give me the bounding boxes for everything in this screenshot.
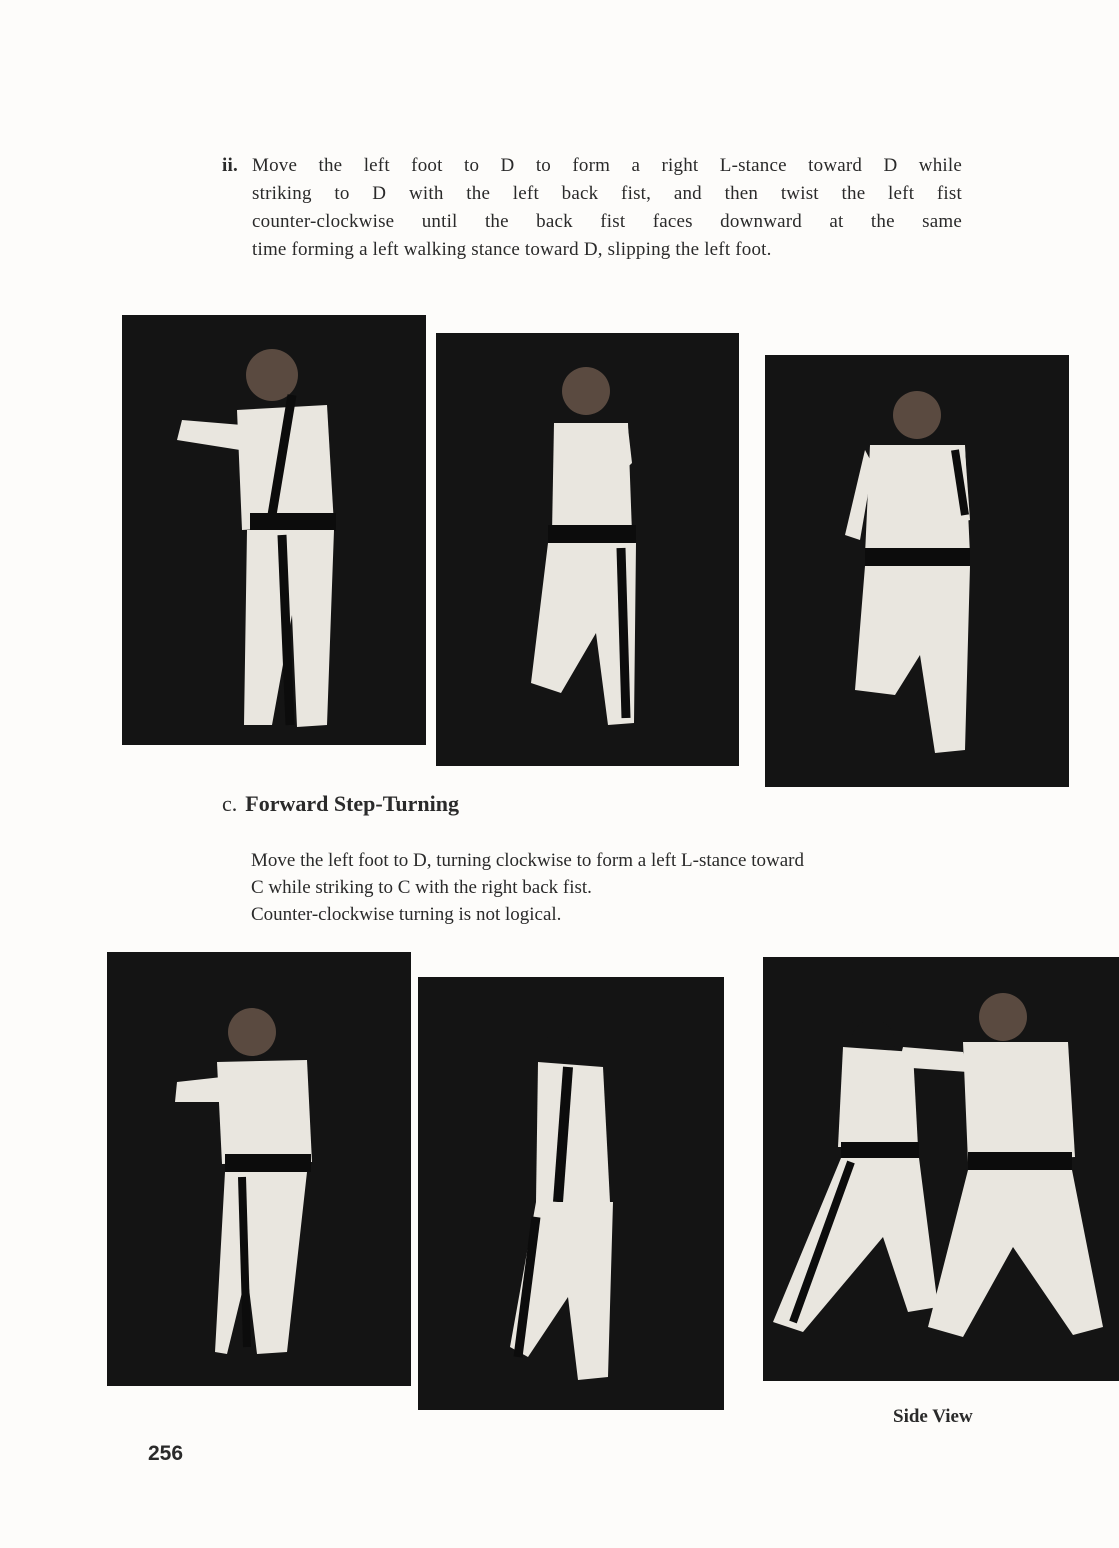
photo-step-ii-1 [122,315,426,745]
section-c-heading [222,791,459,817]
photo-step-ii-3 [765,355,1069,787]
step-ii-line: counter-clockwise until the back fist faces downward at the same [252,211,962,232]
section-c-paragraph [251,847,981,928]
section-c-line: Counter-clockwise turning is not logical. [251,904,562,925]
step-ii-marker: ii. [222,155,238,176]
photo-step-turning-1 [107,952,411,1386]
section-c-line: Move the left foot to D, turning clockwise to form a left L-stance toward [251,850,804,871]
section-c-marker: c. [222,791,238,816]
photo-step-turning-2 [418,977,724,1410]
section-c-title: Forward Step-Turning [245,791,459,816]
photo-step-turning-side-view [763,957,1119,1381]
step-ii-line: time forming a left walking stance toward D, slipping the left foot. [252,239,772,260]
section-c-line: C while striking to C with the right back fist. [251,877,592,898]
photo-caption-side-view: Side View [893,1406,973,1427]
page-number: 256 [148,1442,184,1465]
photo-step-ii-2 [436,333,739,766]
step-ii-line: striking to D with the left back fist, and then twist the left fist [252,183,962,204]
step-ii-paragraph [222,152,962,264]
step-ii-line: Move the left foot to D to form a right L-stance toward D while [252,155,962,176]
